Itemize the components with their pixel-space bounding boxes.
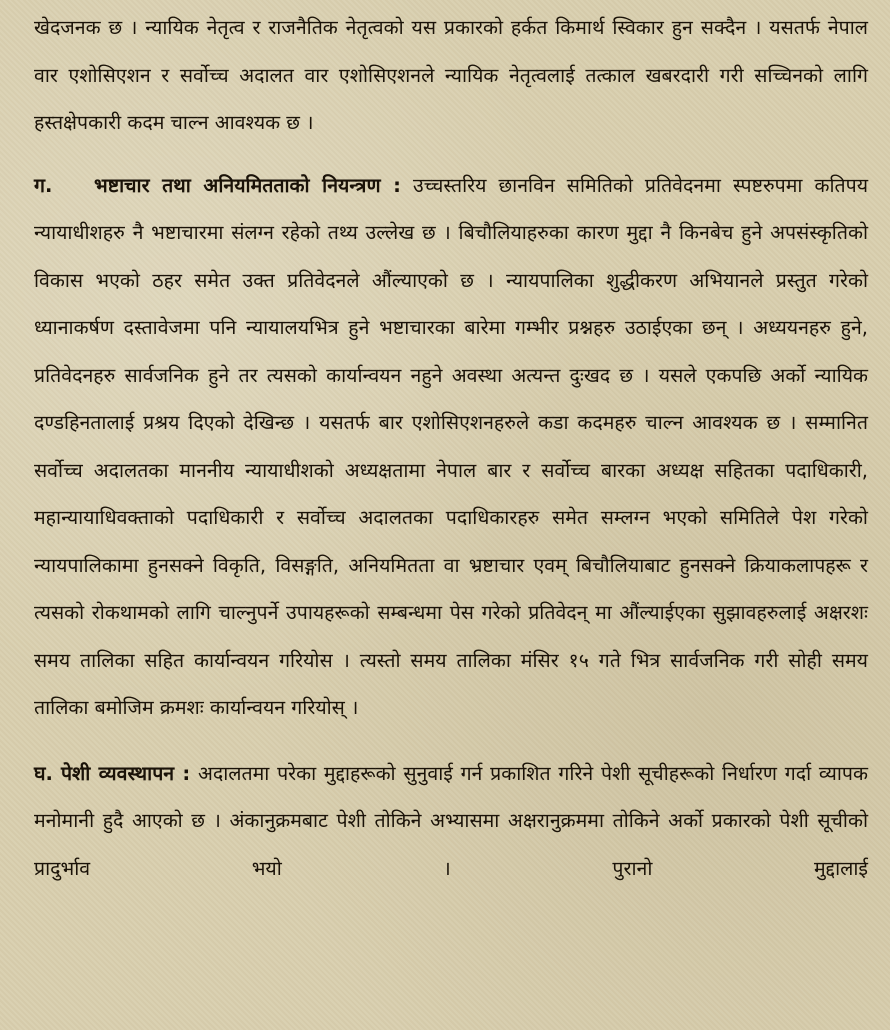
section-g [34,162,868,732]
paragraph-intro-text: खेदजनक छ । न्यायिक नेतृत्व र राजनैतिक नेतृत्वको यस प्रकारको हर्कत किमार्थ स्विकार हुन सक्दैन । यसतर्फ नेपाल वार एशोसिएशन र सर्वोच्च अदालत वार एशोसिएशनले न्यायिक नेतृत्वलाई तत्काल खबरदारी गरी सच्चिनको लागि हस्तक्षेपकारी कदम चाल्न आवश्यक छ । [34,16,868,134]
section-g-body: उच्चस्तरिय छानविन समितिको प्रतिवेदनमा स्पष्टरुपमा कतिपय न्यायाधीशहरु नै भष्टाचारमा संलग्न रहेको तथ्य उल्लेख छ । बिचौलियाहरुका कारण मुद्दा नै किनबेच हुने अपसंस्कृतिको विकास भएको ठहर समेत उक्त प्रतिवेदनले औंल्याएको छ । न्यायपालिका शुद्धीकरण अभियानले प्रस्तुत गरेको ध्यानाकर्षण दस्तावेजमा पनि न्यायालयभित्र हुने भष्टाचारका बारेमा गम्भीर प्रश्नहरु उठाईएका छन् । अध्ययनहरु हुने, प्रतिवेदनहरु सार्वजनिक हुने तर त्यसको कार्यान्वयन नहुने अवस्था अत्यन्त दुःखद छ । यसले एकपछि अर्को न्यायिक दण्डहिनतालाई प्रश्रय दिएको देखिन्छ । यसतर्फ बार एशोसिएशनहरुले कडा कदमहरु चाल्न आवश्यक छ । सम्मानित सर्वोच्च अदालतका माननीय न्यायाधीशको अध्यक्षतामा नेपाल बार र सर्वोच्च बारका अध्यक्ष सहितका पदाधिकारी, महान्यायाधिवक्ताको पदाधिकारी र सर्वोच्च अदालतका पदाधिकारहरु समेत सम्लग्न भएको समितिले पेश गरेको न्यायपालिकामा हुनसक्ने विकृति, विसङ्गति, अनियमितता वा भ्रष्टाचार एवम् बिचौलियाबाट हुनसक्ने क्रियाकलापहरू र त्यसको रोकथामको लागि चाल्नुपर्ने उपायहरूको सम्बन्धमा पेस गरेको प्रतिवेदन् मा औंल्याईएका सुझावहरुलाई अक्षरशः समय तालिका सहित कार्यान्वयन गरियोस । त्यस्तो समय तालिका मंसिर १५ गते भित्र सार्वजनिक गरी सोही समय तालिका बमोजिम क्रमशः कार्यान्वयन गरियोस् । [34,173,869,719]
paragraph-intro [34,0,868,147]
section-gh-body: अदालतमा परेका मुद्दाहरूको सुनुवाई गर्न प्रकाशित गरिने पेशी सूचीहरूको निर्धारण गर्दा व्यापक मनोमानी हुदै आएको छ । अंकानुक्रमबाट पेशी तोकिने अभ्यासमा अक्षरानुक्रममा तोकिने अर्को प्रकारको पेशी सूचीको प्रादुर्भाव भयो । पुरानो मुद्दालाई [34,761,868,880]
section-g-heading: भष्टाचार तथा अनियमितताको नियन्त्रण : [94,173,401,197]
section-g-number: ग. [34,173,53,197]
section-gh [34,750,868,893]
section-gh-number: घ. [34,761,53,785]
section-gh-heading: पेशी व्यवस्थापन : [60,761,191,785]
